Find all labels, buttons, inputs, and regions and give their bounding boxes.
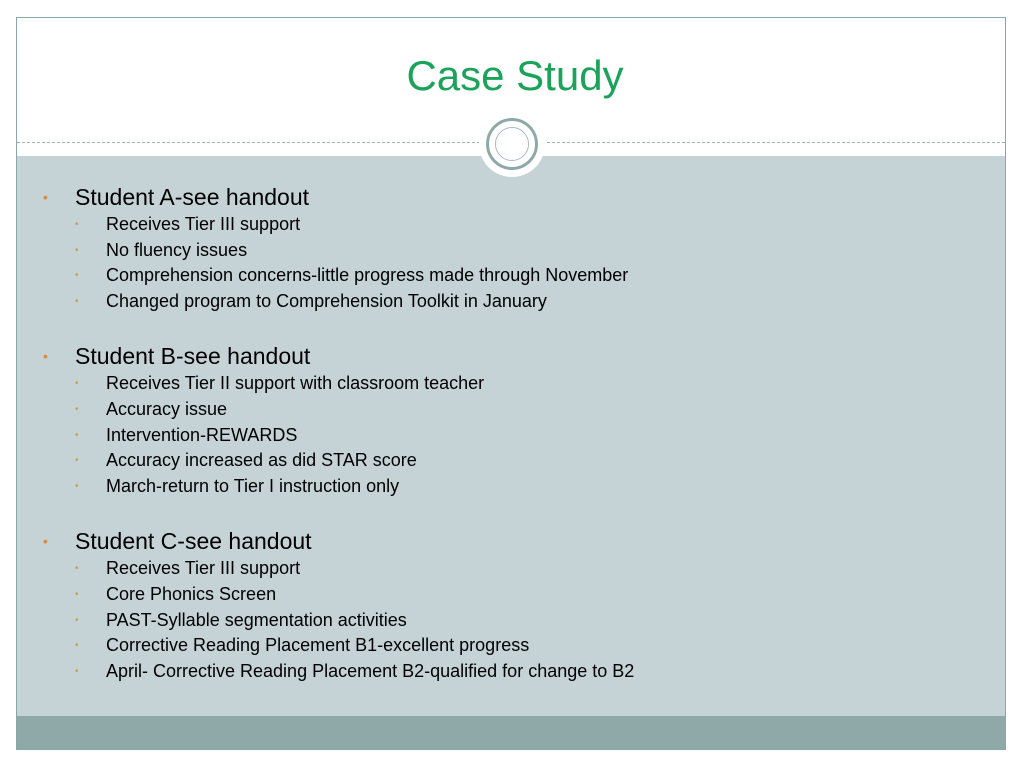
list-item <box>17 659 1005 685</box>
section-heading-text: Student B-see handout <box>75 343 311 370</box>
section-heading-text: Student A-see handout <box>75 184 310 210</box>
section-student-c <box>17 526 1005 684</box>
list-item <box>17 608 1005 634</box>
slide <box>16 17 1006 750</box>
list-item-text: PAST-Syllable segmentation activities <box>106 609 407 630</box>
bullet-icon: • <box>75 480 79 492</box>
bullet-icon: • <box>43 533 48 550</box>
bullet-icon: • <box>75 563 79 575</box>
bullet-icon: • <box>75 665 79 677</box>
section-heading <box>17 182 1005 212</box>
list-item-text: March-return to Tier I instruction only <box>106 475 400 496</box>
footer-bar <box>17 716 1005 750</box>
section-student-b <box>17 341 1005 499</box>
list-item <box>17 238 1005 264</box>
bullet-icon: • <box>75 295 79 307</box>
circle-ornament-icon <box>479 111 545 177</box>
list-item <box>17 289 1005 315</box>
list-item-text: Receives Tier III support <box>106 214 301 234</box>
list-item-text: April- Corrective Reading Placement B2-qualified for change to B2 <box>106 660 635 681</box>
section-heading-text: Student C-see handout <box>75 528 312 555</box>
bullet-icon: • <box>75 455 79 467</box>
bullet-icon: • <box>75 219 79 230</box>
bullet-content <box>17 182 1005 684</box>
bullet-icon: • <box>75 588 79 600</box>
section-student-a <box>17 182 1005 314</box>
list-item-text: No fluency issues <box>106 239 248 260</box>
list-item <box>17 263 1005 289</box>
list-item <box>17 556 1005 582</box>
bullet-icon: • <box>43 348 48 365</box>
list-item <box>17 448 1005 474</box>
section-heading <box>17 341 1005 371</box>
list-item-text: Core Phonics Screen <box>106 583 277 604</box>
list-item-text: Receives Tier III support <box>106 558 301 579</box>
list-item-text: Receives Tier II support with classroom teacher <box>106 373 485 394</box>
bullet-icon: • <box>75 640 79 652</box>
slide-title: Case Study <box>406 52 624 99</box>
list-item-text: Corrective Reading Placement B1-excellent progress <box>106 635 530 656</box>
list-item <box>17 371 1005 397</box>
list-item <box>17 423 1005 449</box>
list-item-text: Accuracy increased as did STAR score <box>106 450 417 471</box>
list-item <box>17 633 1005 659</box>
bullet-icon: • <box>43 189 48 205</box>
bullet-icon: • <box>75 270 79 282</box>
list-item <box>17 474 1005 500</box>
list-item <box>17 212 1005 238</box>
circle-ornament-ring <box>486 118 538 170</box>
bullet-icon: • <box>75 244 79 256</box>
list-item-text: Changed program to Comprehension Toolkit in January <box>106 290 547 311</box>
list-item-text: Intervention-REWARDS <box>106 424 298 445</box>
circle-ornament-inner-ring <box>495 127 529 161</box>
bullet-icon: • <box>75 614 79 626</box>
bullet-icon: • <box>75 403 79 415</box>
list-item-text: Accuracy issue <box>106 398 228 419</box>
bullet-icon: • <box>75 429 79 441</box>
list-item <box>17 582 1005 608</box>
list-item <box>17 397 1005 423</box>
bullet-icon: • <box>75 378 79 390</box>
list-item-text: Comprehension concerns-little progress made through November <box>106 265 629 286</box>
section-heading <box>17 526 1005 556</box>
